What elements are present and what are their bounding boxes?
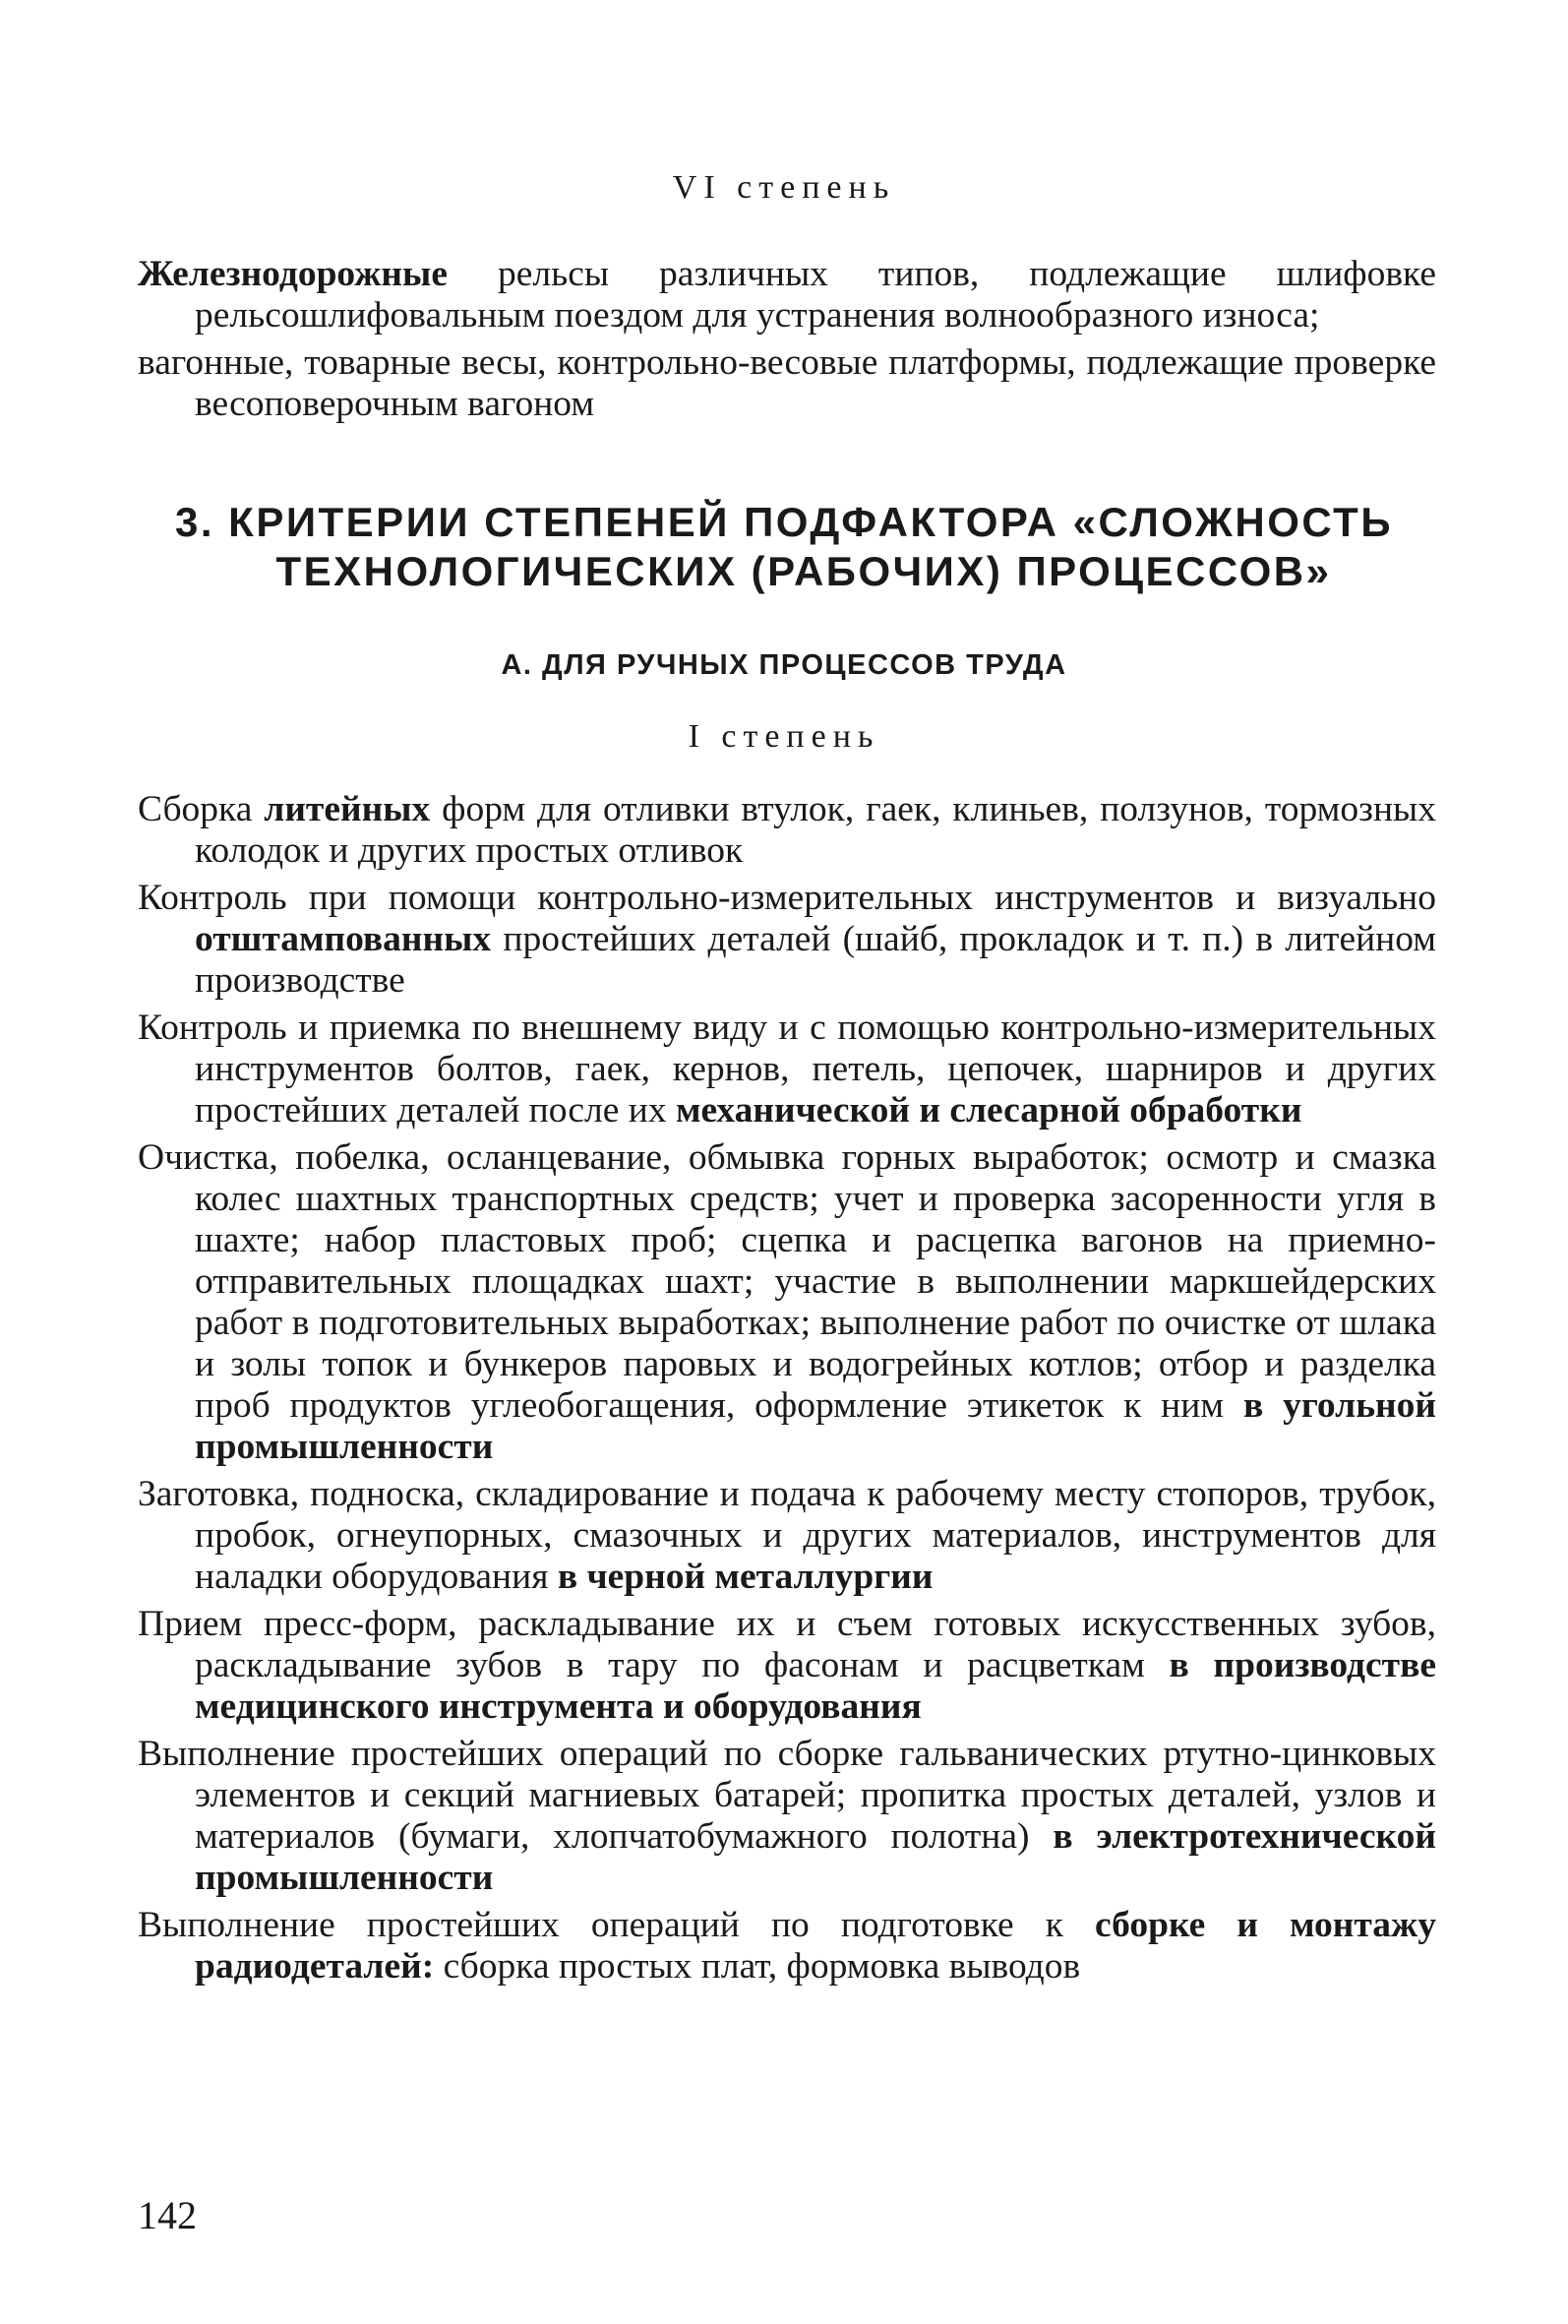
list-item (138, 254, 1436, 336)
entry-text: Контроль при помощи контрольно-измерительных инструментов и визуально (138, 878, 1436, 918)
list-item (138, 789, 1436, 872)
i-degree-list (138, 789, 1436, 1988)
entry-bold: в электротехнической промышленности (195, 1816, 1436, 1898)
entry-lead: Железнодорожные (138, 254, 448, 294)
entry-text: Заготовка, подноска, складирование и подача к рабочему месту стопоров, трубок, пробок, огнеупорных, смазочных и других материалов, инструментов для наладки оборудования (138, 1474, 1436, 1597)
entry-bold: механической и слесарной обработки (675, 1090, 1302, 1131)
entry-bold: в черной металлургии (557, 1557, 934, 1597)
vi-degree-list (138, 254, 1436, 425)
entry-text: Сборка (138, 789, 265, 829)
entry-bold: отштампованных (195, 919, 492, 959)
entry-text: Очистка, побелка, осланцевание, обмывка горных выработок; осмотр и смазка колес шахтных транспортных средств; учет и проверка засоренности угля в шахте; набор пластовых проб; сцепка и расцепка вагонов на приемно-отправительных площадках шахт; участие в выполнении маркшейдерских работ в подготовительных выработках; выполнение работ по очистке от шлака и золы топок и бункеров паровых и водогрейных котлов; отбор и разделка проб продуктов углеобогащения, оформление этикеток к ним (138, 1137, 1436, 1426)
entry-text: Прием пресс-форм, раскладывание их и съем готовых искусственных зубов, раскладывание зубов в тару по фасонам и расцветкам (138, 1604, 1436, 1685)
entry-text: Выполнение простейших операций по сборке гальванических ртутно-цинковых элементов и секций магниевых батарей; пропитка простых деталей, узлов и материалов (бумаги, хлопчатобумажного полотна) (138, 1734, 1436, 1857)
entry-bold: в угольной промышленности (195, 1385, 1436, 1467)
list-item (138, 1474, 1436, 1598)
entry-text: вагонные, товарные весы, контрольно-весовые платформы, подлежащие проверке весоповерочным вагоном (138, 342, 1436, 424)
list-item (138, 1905, 1436, 1988)
list-item (138, 1008, 1436, 1131)
entry-bold: сборке и монтажу радиодеталей: (195, 1905, 1436, 1987)
list-item (138, 878, 1436, 1002)
list-item (138, 1734, 1436, 1899)
degree-heading-vi: VI степень (672, 169, 896, 206)
page-number: 142 (138, 2193, 197, 2237)
section-title: А. ДЛЯ РУЧНЫХ ПРОЦЕССОВ ТРУДА (501, 649, 1067, 681)
entry-text: простейших деталей (шайб, прокладок и т. п.) в литейном производстве (195, 919, 1436, 1001)
list-item (138, 342, 1436, 425)
degree-heading-i: I степень (688, 718, 880, 755)
entry-bold: в производстве медицинского инструмента и оборудования (195, 1645, 1436, 1727)
entry-text: форм для отливки втулок, гаек, клиньев, ползунов, тормозных колодок и других простых отливок (195, 789, 1436, 871)
list-item (138, 1137, 1436, 1468)
entry-text: Выполнение простейших операций по подготовке к (138, 1905, 1095, 1945)
chapter-title-line-2: ТЕХНОЛОГИЧЕСКИХ (РАБОЧИХ) ПРОЦЕССОВ» (275, 548, 1332, 594)
entry-text: рельсы различных типов, подлежащие шлифовке рельсошлифовальным поездом для устранения волнообразного износа; (195, 254, 1436, 336)
entry-bold: литейных (264, 789, 431, 829)
entry-text: Контроль и приемка по внешнему виду и с помощью контрольно-измерительных инструментов болтов, гаек, кернов, петель, цепочек, шарниров и других простейших деталей после их (138, 1008, 1436, 1131)
chapter-title-line-1: 3. КРИТЕРИИ СТЕПЕНЕЙ ПОДФАКТОРА «СЛОЖНОСТЬ (174, 499, 1393, 545)
chapter-title (0, 498, 1568, 596)
entry-text: сборка простых плат, формовка выводов (434, 1946, 1081, 1987)
list-item (138, 1604, 1436, 1728)
